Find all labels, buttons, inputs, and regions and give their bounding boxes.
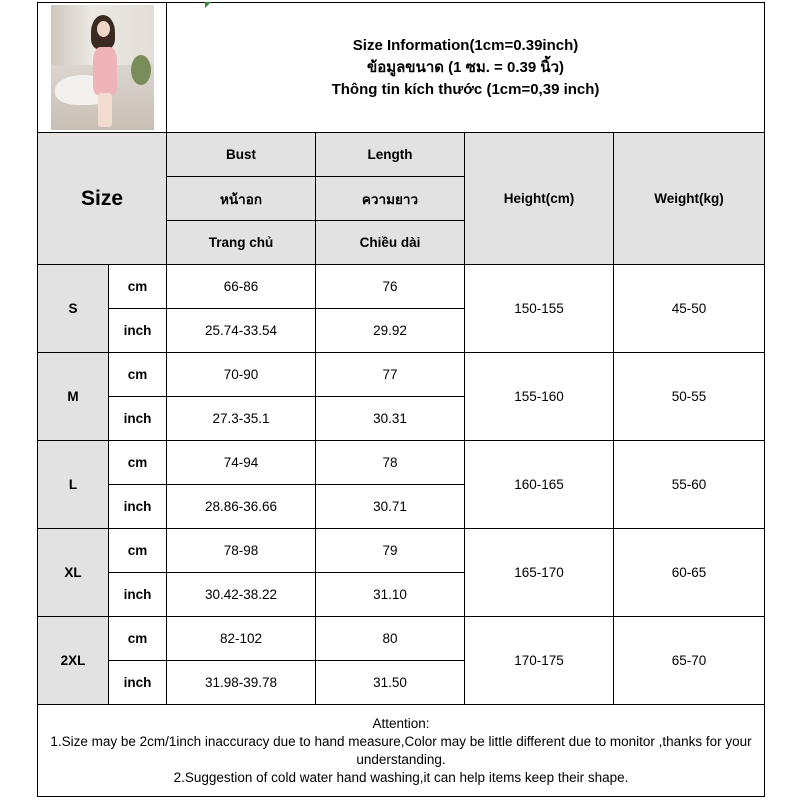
bust-header: Bust [167, 133, 316, 177]
height-header: Height(cm) [465, 133, 614, 265]
size-label-xl: XL [38, 529, 109, 617]
corner-mark-icon [205, 2, 211, 8]
length-inch-value: 31.10 [316, 573, 465, 617]
size-header: Size [38, 133, 167, 265]
weight-value: 65-70 [614, 617, 765, 705]
title-line-vietnamese: Thông tin kích thước (1cm=0,39 inch) [331, 80, 600, 98]
unit-inch: inch [109, 573, 167, 617]
unit-cm: cm [109, 529, 167, 573]
attention-note-2: 2.Suggestion of cold water hand washing,it can help items keep their shape. [173, 769, 629, 785]
length-cm-value: 77 [316, 353, 465, 397]
length-header-thai: ความยาว [316, 177, 465, 221]
length-inch-value: 30.31 [316, 397, 465, 441]
attention-notes [38, 705, 765, 797]
length-cm-value: 78 [316, 441, 465, 485]
title-line-english: Size Information(1cm=0.39inch) [352, 36, 579, 54]
weight-value: 60-65 [614, 529, 765, 617]
unit-cm: cm [109, 265, 167, 309]
length-cm-value: 80 [316, 617, 465, 661]
length-inch-value: 31.50 [316, 661, 465, 705]
size-information-title [167, 3, 765, 133]
weight-header: Weight(kg) [614, 133, 765, 265]
height-value: 160-165 [465, 441, 614, 529]
bust-header-vietnamese: Trang chủ [167, 221, 316, 265]
size-label-m: M [38, 353, 109, 441]
bust-inch-value: 27.3-35.1 [167, 397, 316, 441]
unit-cm: cm [109, 353, 167, 397]
product-photo [51, 5, 154, 130]
height-value: 165-170 [465, 529, 614, 617]
height-value: 150-155 [465, 265, 614, 353]
bust-cm-value: 70-90 [167, 353, 316, 397]
attention-heading: Attention: [372, 715, 430, 731]
bust-inch-value: 30.42-38.22 [167, 573, 316, 617]
size-chart [37, 2, 762, 798]
bust-inch-value: 31.98-39.78 [167, 661, 316, 705]
unit-inch: inch [109, 661, 167, 705]
bust-inch-value: 28.86-36.66 [167, 485, 316, 529]
size-label-2xl: 2XL [38, 617, 109, 705]
length-cm-value: 76 [316, 265, 465, 309]
unit-inch: inch [109, 397, 167, 441]
weight-value: 55-60 [614, 441, 765, 529]
weight-value: 45-50 [614, 265, 765, 353]
attention-note-1: 1.Size may be 2cm/1inch inaccuracy due to hand measure,Color may be little different due to monitor ,thanks for your understanding. [50, 733, 752, 767]
bust-cm-value: 66-86 [167, 265, 316, 309]
unit-inch: inch [109, 309, 167, 353]
size-label-s: S [38, 265, 109, 353]
length-inch-value: 29.92 [316, 309, 465, 353]
height-value: 155-160 [465, 353, 614, 441]
bust-inch-value: 25.74-33.54 [167, 309, 316, 353]
unit-cm: cm [109, 617, 167, 661]
length-header-vietnamese: Chiều dài [316, 221, 465, 265]
height-value: 170-175 [465, 617, 614, 705]
unit-cm: cm [109, 441, 167, 485]
bust-cm-value: 82-102 [167, 617, 316, 661]
bust-cm-value: 78-98 [167, 529, 316, 573]
length-inch-value: 30.71 [316, 485, 465, 529]
unit-inch: inch [109, 485, 167, 529]
product-photo-cell [38, 3, 167, 133]
bust-cm-value: 74-94 [167, 441, 316, 485]
length-cm-value: 79 [316, 529, 465, 573]
weight-value: 50-55 [614, 353, 765, 441]
title-line-thai: ข้อมูลขนาด (1 ซม. = 0.39 นิ้ว) [366, 58, 565, 76]
size-label-l: L [38, 441, 109, 529]
length-header: Length [316, 133, 465, 177]
size-table [37, 2, 765, 797]
bust-header-thai: หน้าอก [167, 177, 316, 221]
